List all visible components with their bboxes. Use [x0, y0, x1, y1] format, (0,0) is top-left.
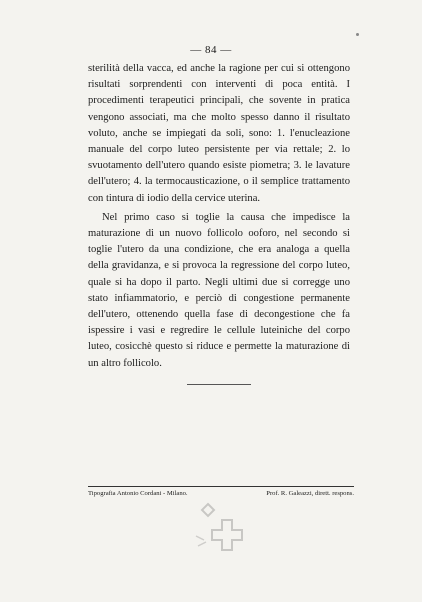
section-divider	[187, 384, 251, 385]
ink-speck	[356, 33, 359, 36]
page-number: — 84 —	[190, 44, 232, 56]
body-text	[88, 61, 350, 372]
paragraph: sterilità della vacca, ed anche la ragione per cui si ottengono risultati sorprendenti con interventi di poca entità. I procedimenti terapeutici principali, che sovente in pratica vengono associati, ma che molto spesso danno il risultato voluto, anche se impiegati da soli, sono: 1. l'enucleazione manuale del corpo luteo persistente per via rettale; 2. lo svuotamento dell'utero quando esiste piometra; 3. le lavature dell'utero; 4. la termocausticazione, o il semplice trattamento con tintura di iodio della cervice uterina.	[88, 63, 350, 204]
editor-credit: Prof. R. Galeazzi, dirett. respons.	[266, 490, 354, 497]
paragraph: Nel primo caso si toglie la causa che impedisce la maturazione di un nuovo follicolo ooforo, nel secondo si toglie l'utero da una condizione, che era analoga a quella della gravidanza, e si provoca la regressione del corpo luteo, quale si ha dopo il parto. Negli ultimi due si corregge uno stato infiammatorio, e perciò di congestione permanente dell'utero, ottenendo quella fase di decongestione che fa ispessire i vasi e regredire le cellule luteiniche del corpo luteo, cosicchè questo si riduce e permette la maturazione di un altro follicolo.	[88, 211, 350, 369]
footer-rule	[88, 486, 354, 487]
library-stamp-icon	[188, 496, 250, 558]
printer-imprint: Tipografia Antonio Cordani - Milano.	[88, 490, 188, 497]
